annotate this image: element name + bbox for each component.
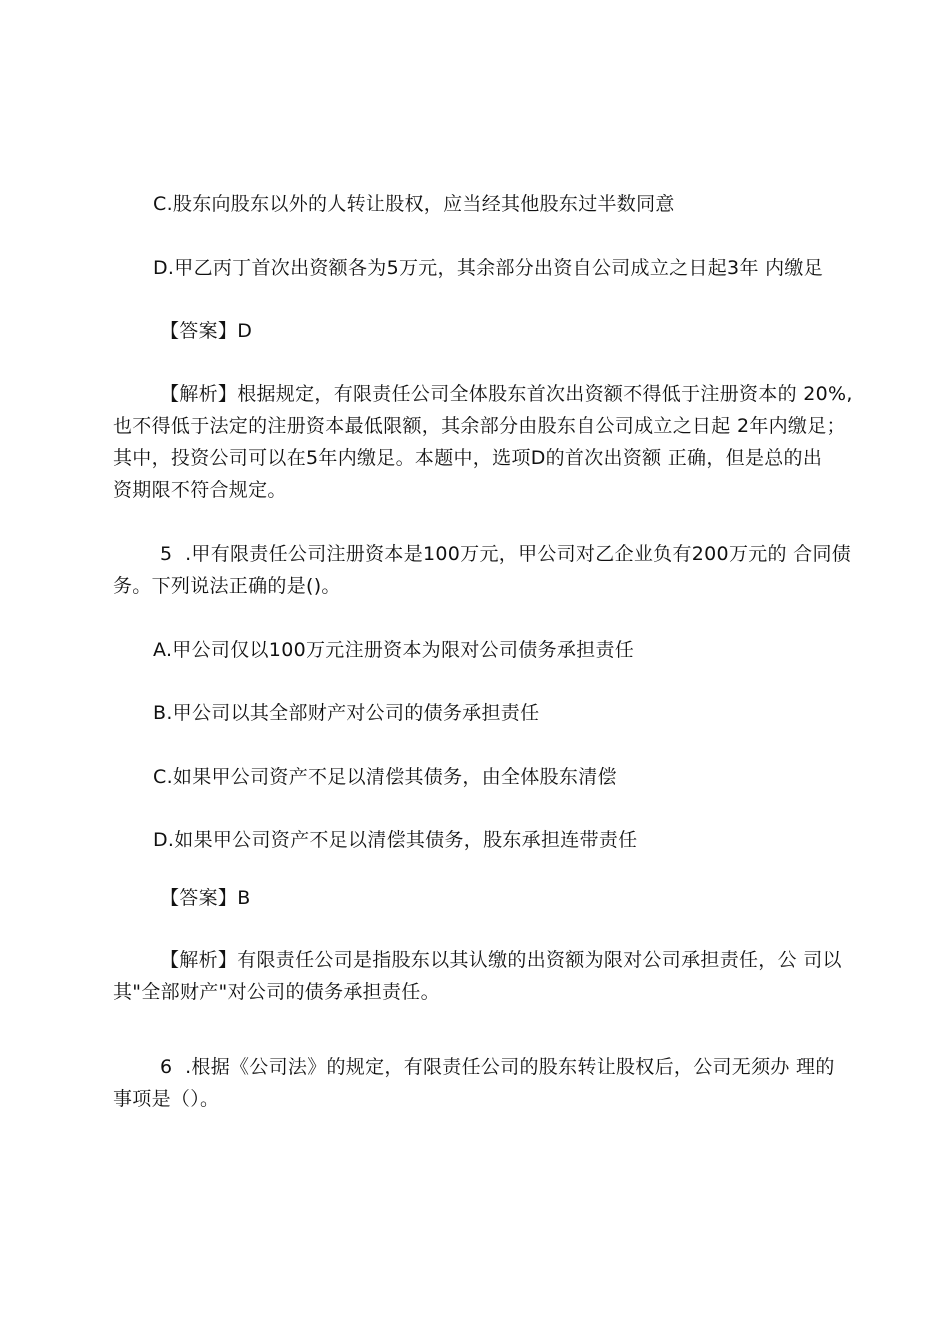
q6-question [113, 1051, 848, 1115]
q4-option-c: C.股东向股东以外的人转让股权，应当经其他股东过半数同意 [153, 193, 675, 215]
q5-option-b: B.甲公司以其全部财产对公司的债务承担责任 [153, 702, 540, 724]
q5-analysis-line: 其"全部财产"对公司的债务承担责任。 [113, 981, 440, 1003]
q4-analysis-line: 也不得低于法定的注册资本最低限额，其余部分由股东自公司成立之日起 2年内缴足； [113, 415, 846, 437]
q6-question-line: 事项是（）。 [113, 1088, 220, 1110]
q5-option-d: D.如果甲公司资产不足以清偿其债务，股东承担连带责任 [153, 829, 638, 851]
q4-option-d: D.甲乙丙丁首次出资额各为5万元，其余部分出资自公司成立之日起3年 内缴足 [153, 257, 823, 279]
q4-analysis [113, 378, 853, 506]
q4-analysis-line: 其中，投资公司可以在5年内缴足。本题中，选项D的首次出资额 正确，但是总的出 [113, 447, 823, 469]
q6-question-line: 6 .根据《公司法》的规定，有限责任公司的股东转让股权后，公司无须办 理的 [160, 1056, 835, 1078]
q5-answer: 【答案】B [160, 887, 251, 909]
q5-question [113, 538, 852, 602]
q4-analysis-line: 资期限不符合规定。 [113, 479, 287, 501]
q5-question-line: 务。下列说法正确的是()。 [113, 575, 341, 597]
q5-question-line: 5 .甲有限责任公司注册资本是100万元，甲公司对乙企业负有200万元的 合同债 [160, 543, 852, 565]
q5-option-a: A.甲公司仅以100万元注册资本为限对公司债务承担责任 [153, 639, 635, 661]
q4-analysis-line: 【解析】根据规定，有限责任公司全体股东首次出资额不得低于注册资本的 20%, [160, 383, 853, 405]
q4-answer: 【答案】D [160, 320, 253, 342]
q5-analysis [113, 944, 848, 1008]
q5-option-c: C.如果甲公司资产不足以清偿其债务，由全体股东清偿 [153, 766, 617, 788]
q5-analysis-line: 【解析】有限责任公司是指股东以其认缴的出资额为限对公司承担责任，公 司以 [160, 949, 842, 971]
